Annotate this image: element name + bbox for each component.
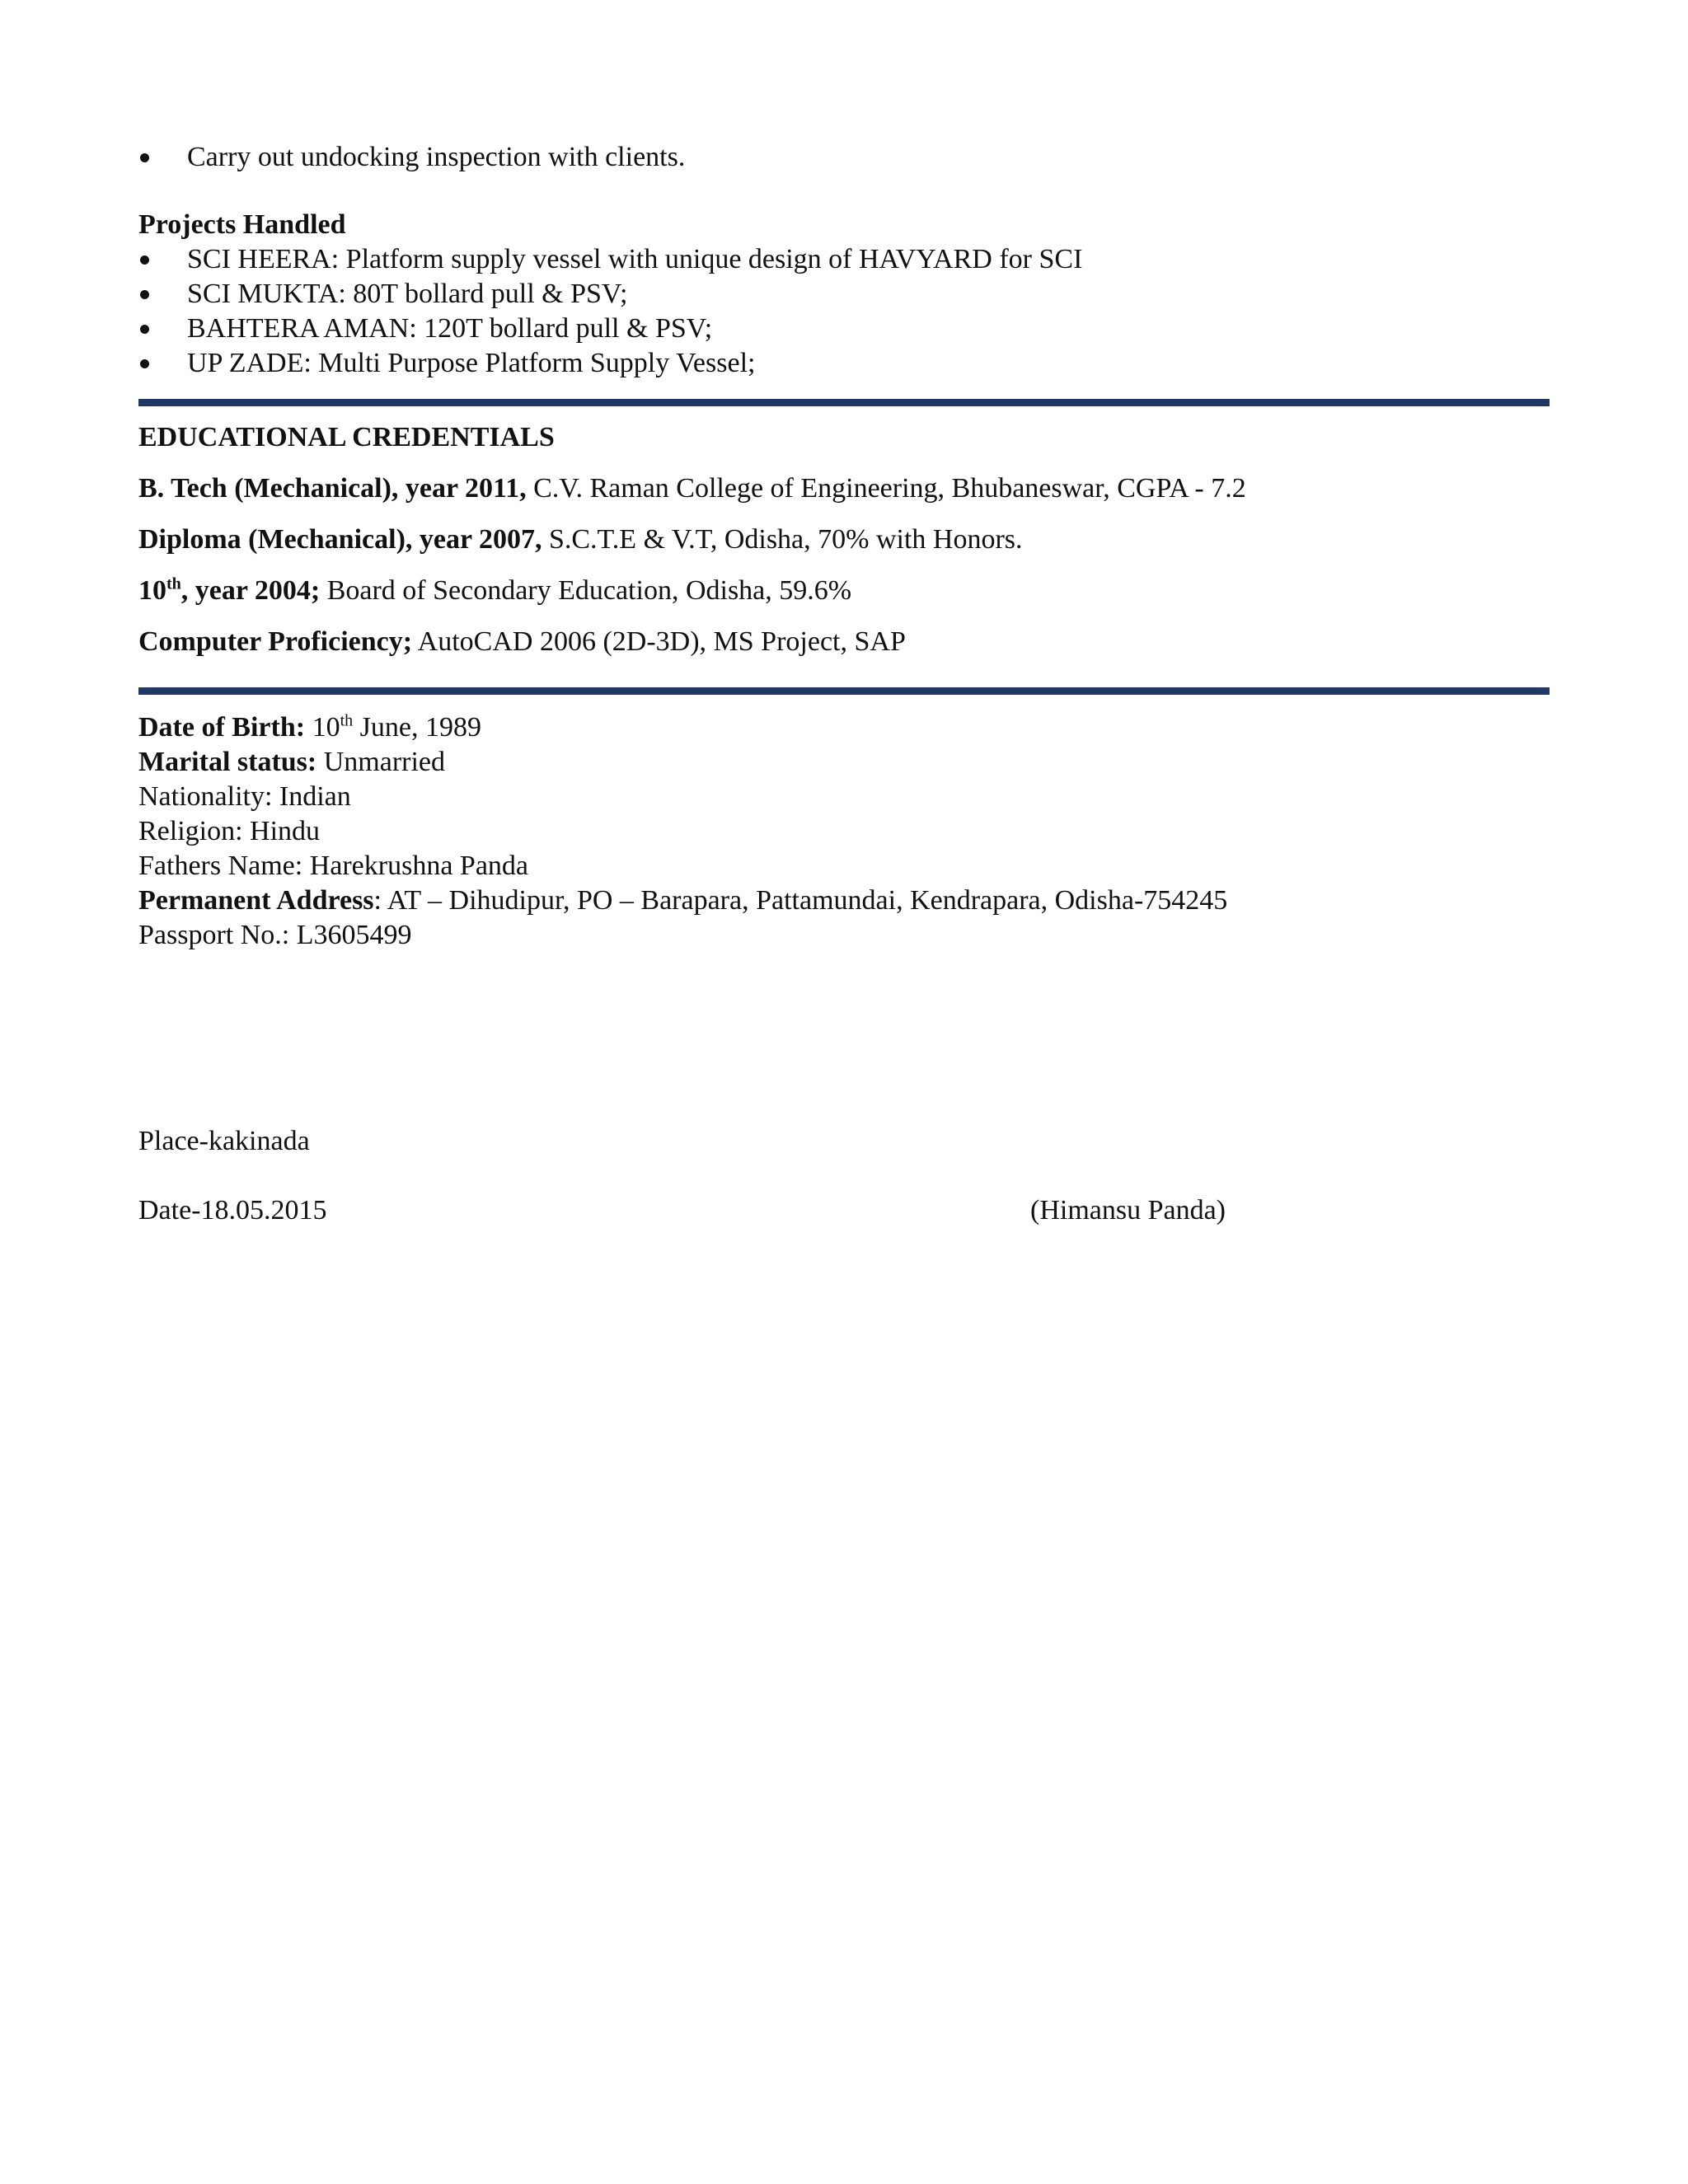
project-item: SCI MUKTA: 80T bollard pull & PSV; (187, 279, 628, 309)
section-divider (138, 687, 1550, 695)
diploma-label: Diploma (Mechanical), year 2007, (138, 524, 542, 555)
computer-proficiency (138, 628, 906, 656)
dob-line (138, 711, 481, 743)
dob-label: Date of Birth: (138, 712, 306, 743)
marital-label: Marital status: (138, 747, 317, 777)
tenth-label-num: 10 (138, 575, 166, 606)
computer-value: AutoCAD 2006 (2D-3D), MS Project, SAP (412, 626, 906, 657)
bullet-icon (140, 153, 149, 162)
nationality-line: Nationality: Indian (138, 781, 351, 812)
computer-label: Computer Proficiency; (138, 626, 413, 657)
tenth-label-sup: th (166, 574, 181, 593)
dob-rest: June, 1989 (353, 712, 481, 743)
date-line: Date-18.05.2015 (138, 1195, 327, 1226)
education-btech (138, 475, 1246, 503)
address-line (138, 887, 1227, 915)
btech-label: B. Tech (Mechanical), year 2011, (138, 473, 527, 504)
bullet-icon (140, 359, 149, 368)
project-item: BAHTERA AMAN: 120T bollard pull & PSV; (187, 313, 713, 344)
dob-day: 10 (305, 712, 340, 743)
education-heading: EDUCATIONAL CREDENTIALS (138, 422, 555, 452)
intro-bullet-text: Carry out undocking inspection with clients. (187, 142, 686, 172)
marital-value: Unmarried (316, 747, 446, 777)
bullet-icon (140, 325, 149, 334)
btech-value: C.V. Raman College of Engineering, Bhubaneswar, CGPA - 7.2 (526, 473, 1246, 504)
project-item: SCI HEERA: Platform supply vessel with unique design of HAVYARD for SCI (187, 244, 1083, 274)
religion-line: Religion: Hindu (138, 816, 321, 846)
passport-line: Passport No.: L3605499 (138, 920, 412, 950)
bullet-icon (140, 255, 149, 265)
signature-name: (Himansu Panda) (1030, 1195, 1226, 1226)
education-diploma (138, 526, 1023, 554)
bullet-icon (140, 290, 149, 299)
address-label: Permanent Address (138, 885, 374, 916)
tenth-value: Board of Secondary Education, Odisha, 59.6% (320, 575, 852, 606)
address-value: : AT – Dihudipur, PO – Barapara, Pattamundai, Kendrapara, Odisha-754245 (373, 885, 1228, 916)
diploma-value: S.C.T.E & V.T, Odisha, 70% with Honors. (542, 524, 1023, 555)
project-item: UP ZADE: Multi Purpose Platform Supply Vessel; (187, 348, 756, 378)
tenth-label-rest: , year 2004; (181, 575, 321, 606)
place-line: Place-kakinada (138, 1126, 310, 1156)
dob-sup: th (340, 711, 354, 730)
education-tenth (138, 574, 852, 606)
section-divider (138, 399, 1550, 406)
marital-line (138, 748, 445, 776)
father-name-line: Fathers Name: Harekrushna Panda (138, 851, 529, 881)
projects-heading: Projects Handled (138, 209, 346, 240)
